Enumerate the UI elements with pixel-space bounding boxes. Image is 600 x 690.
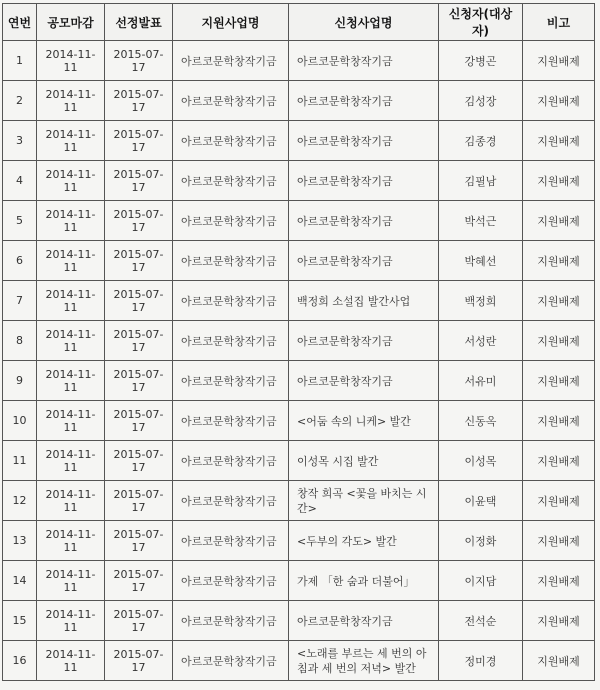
cell-no: 10: [3, 401, 37, 441]
cell-program: 아르코문학창작기금: [173, 41, 289, 81]
table-row: [3, 441, 595, 481]
cell-deadline: 2014-11-11: [37, 201, 105, 241]
table-row: [3, 641, 595, 681]
cell-no: 1: [3, 41, 37, 81]
cell-project: 아르코문학창작기금: [289, 81, 439, 121]
cell-note: 지원배제: [523, 601, 595, 641]
table-row: [3, 481, 595, 521]
header-applicant: 신청자(대상자): [439, 4, 523, 41]
cell-note: 지원배제: [523, 641, 595, 681]
header-note: 비고: [523, 4, 595, 41]
header-no: 연번: [3, 4, 37, 41]
cell-deadline: 2014-11-11: [37, 641, 105, 681]
cell-note: 지원배제: [523, 481, 595, 521]
cell-note: 지원배제: [523, 561, 595, 601]
cell-project: 이성목 시집 발간: [289, 441, 439, 481]
cell-no: 12: [3, 481, 37, 521]
cell-deadline: 2014-11-11: [37, 281, 105, 321]
cell-program: 아르코문학창작기금: [173, 201, 289, 241]
cell-project: <어둠 속의 니케> 발간: [289, 401, 439, 441]
cell-project: 아르코문학창작기금: [289, 201, 439, 241]
cell-project: <노래를 부르는 세 번의 아침과 세 번의 저녁> 발간: [289, 641, 439, 681]
cell-deadline: 2014-11-11: [37, 321, 105, 361]
cell-no: 6: [3, 241, 37, 281]
cell-announce: 2015-07-17: [105, 481, 173, 521]
table-row: [3, 401, 595, 441]
cell-note: 지원배제: [523, 281, 595, 321]
cell-note: 지원배제: [523, 241, 595, 281]
cell-no: 16: [3, 641, 37, 681]
cell-program: 아르코문학창작기금: [173, 401, 289, 441]
cell-announce: 2015-07-17: [105, 641, 173, 681]
cell-note: 지원배제: [523, 321, 595, 361]
header-deadline: 공모마감: [37, 4, 105, 41]
cell-deadline: 2014-11-11: [37, 41, 105, 81]
cell-applicant: 김종경: [439, 121, 523, 161]
cell-project: 가제 「한 숨과 더불어」: [289, 561, 439, 601]
cell-deadline: 2014-11-11: [37, 361, 105, 401]
cell-announce: 2015-07-17: [105, 561, 173, 601]
cell-applicant: 이성목: [439, 441, 523, 481]
cell-applicant: 이지담: [439, 561, 523, 601]
cell-note: 지원배제: [523, 401, 595, 441]
support-exclusion-table: [2, 3, 595, 681]
table-row: [3, 361, 595, 401]
cell-announce: 2015-07-17: [105, 521, 173, 561]
cell-applicant: 이윤택: [439, 481, 523, 521]
cell-applicant: 신동옥: [439, 401, 523, 441]
cell-announce: 2015-07-17: [105, 601, 173, 641]
cell-announce: 2015-07-17: [105, 81, 173, 121]
cell-program: 아르코문학창작기금: [173, 601, 289, 641]
header-project: 신청사업명: [289, 4, 439, 41]
cell-announce: 2015-07-17: [105, 161, 173, 201]
cell-program: 아르코문학창작기금: [173, 521, 289, 561]
cell-project: <두부의 각도> 발간: [289, 521, 439, 561]
cell-no: 5: [3, 201, 37, 241]
header-announce: 선정발표: [105, 4, 173, 41]
table-row: [3, 161, 595, 201]
table-row: [3, 41, 595, 81]
cell-announce: 2015-07-17: [105, 201, 173, 241]
cell-applicant: 강병곤: [439, 41, 523, 81]
cell-program: 아르코문학창작기금: [173, 241, 289, 281]
cell-program: 아르코문학창작기금: [173, 281, 289, 321]
cell-program: 아르코문학창작기금: [173, 361, 289, 401]
cell-deadline: 2014-11-11: [37, 481, 105, 521]
cell-program: 아르코문학창작기금: [173, 321, 289, 361]
cell-note: 지원배제: [523, 521, 595, 561]
cell-deadline: 2014-11-11: [37, 241, 105, 281]
cell-applicant: 서성란: [439, 321, 523, 361]
table-row: [3, 81, 595, 121]
cell-program: 아르코문학창작기금: [173, 161, 289, 201]
cell-note: 지원배제: [523, 41, 595, 81]
table-body: [3, 41, 595, 681]
cell-no: 8: [3, 321, 37, 361]
cell-applicant: 전석순: [439, 601, 523, 641]
cell-applicant: 정미경: [439, 641, 523, 681]
cell-no: 13: [3, 521, 37, 561]
cell-no: 4: [3, 161, 37, 201]
cell-no: 7: [3, 281, 37, 321]
header-row: [3, 4, 595, 41]
cell-no: 15: [3, 601, 37, 641]
cell-project: 백정희 소설집 발간사업: [289, 281, 439, 321]
cell-note: 지원배제: [523, 361, 595, 401]
cell-announce: 2015-07-17: [105, 241, 173, 281]
table-row: [3, 521, 595, 561]
cell-announce: 2015-07-17: [105, 361, 173, 401]
cell-program: 아르코문학창작기금: [173, 481, 289, 521]
cell-project: 아르코문학창작기금: [289, 41, 439, 81]
cell-project: 아르코문학창작기금: [289, 121, 439, 161]
cell-deadline: 2014-11-11: [37, 121, 105, 161]
cell-announce: 2015-07-17: [105, 401, 173, 441]
cell-program: 아르코문학창작기금: [173, 81, 289, 121]
cell-announce: 2015-07-17: [105, 121, 173, 161]
cell-applicant: 박혜선: [439, 241, 523, 281]
table-row: [3, 201, 595, 241]
cell-note: 지원배제: [523, 441, 595, 481]
cell-program: 아르코문학창작기금: [173, 121, 289, 161]
cell-program: 아르코문학창작기금: [173, 561, 289, 601]
cell-project: 아르코문학창작기금: [289, 361, 439, 401]
cell-no: 9: [3, 361, 37, 401]
table-row: [3, 321, 595, 361]
cell-deadline: 2014-11-11: [37, 161, 105, 201]
cell-announce: 2015-07-17: [105, 41, 173, 81]
header-program: 지원사업명: [173, 4, 289, 41]
cell-project: 아르코문학창작기금: [289, 241, 439, 281]
table-row: [3, 121, 595, 161]
cell-note: 지원배제: [523, 81, 595, 121]
table-row: [3, 561, 595, 601]
cell-project: 아르코문학창작기금: [289, 601, 439, 641]
cell-note: 지원배제: [523, 121, 595, 161]
cell-deadline: 2014-11-11: [37, 521, 105, 561]
cell-note: 지원배제: [523, 201, 595, 241]
cell-deadline: 2014-11-11: [37, 401, 105, 441]
cell-no: 11: [3, 441, 37, 481]
cell-deadline: 2014-11-11: [37, 81, 105, 121]
cell-deadline: 2014-11-11: [37, 601, 105, 641]
cell-announce: 2015-07-17: [105, 321, 173, 361]
cell-project: 창작 희곡 <꽃을 바치는 시간>: [289, 481, 439, 521]
cell-applicant: 김필남: [439, 161, 523, 201]
table-row: [3, 241, 595, 281]
table-row: [3, 281, 595, 321]
cell-program: 아르코문학창작기금: [173, 441, 289, 481]
cell-announce: 2015-07-17: [105, 441, 173, 481]
cell-project: 아르코문학창작기금: [289, 321, 439, 361]
cell-program: 아르코문학창작기금: [173, 641, 289, 681]
cell-announce: 2015-07-17: [105, 281, 173, 321]
table-row: [3, 601, 595, 641]
cell-project: 아르코문학창작기금: [289, 161, 439, 201]
cell-no: 3: [3, 121, 37, 161]
cell-applicant: 백정희: [439, 281, 523, 321]
cell-no: 14: [3, 561, 37, 601]
cell-applicant: 서유미: [439, 361, 523, 401]
cell-note: 지원배제: [523, 161, 595, 201]
cell-deadline: 2014-11-11: [37, 441, 105, 481]
cell-deadline: 2014-11-11: [37, 561, 105, 601]
cell-applicant: 이정화: [439, 521, 523, 561]
cell-applicant: 박석근: [439, 201, 523, 241]
cell-applicant: 김성장: [439, 81, 523, 121]
cell-no: 2: [3, 81, 37, 121]
